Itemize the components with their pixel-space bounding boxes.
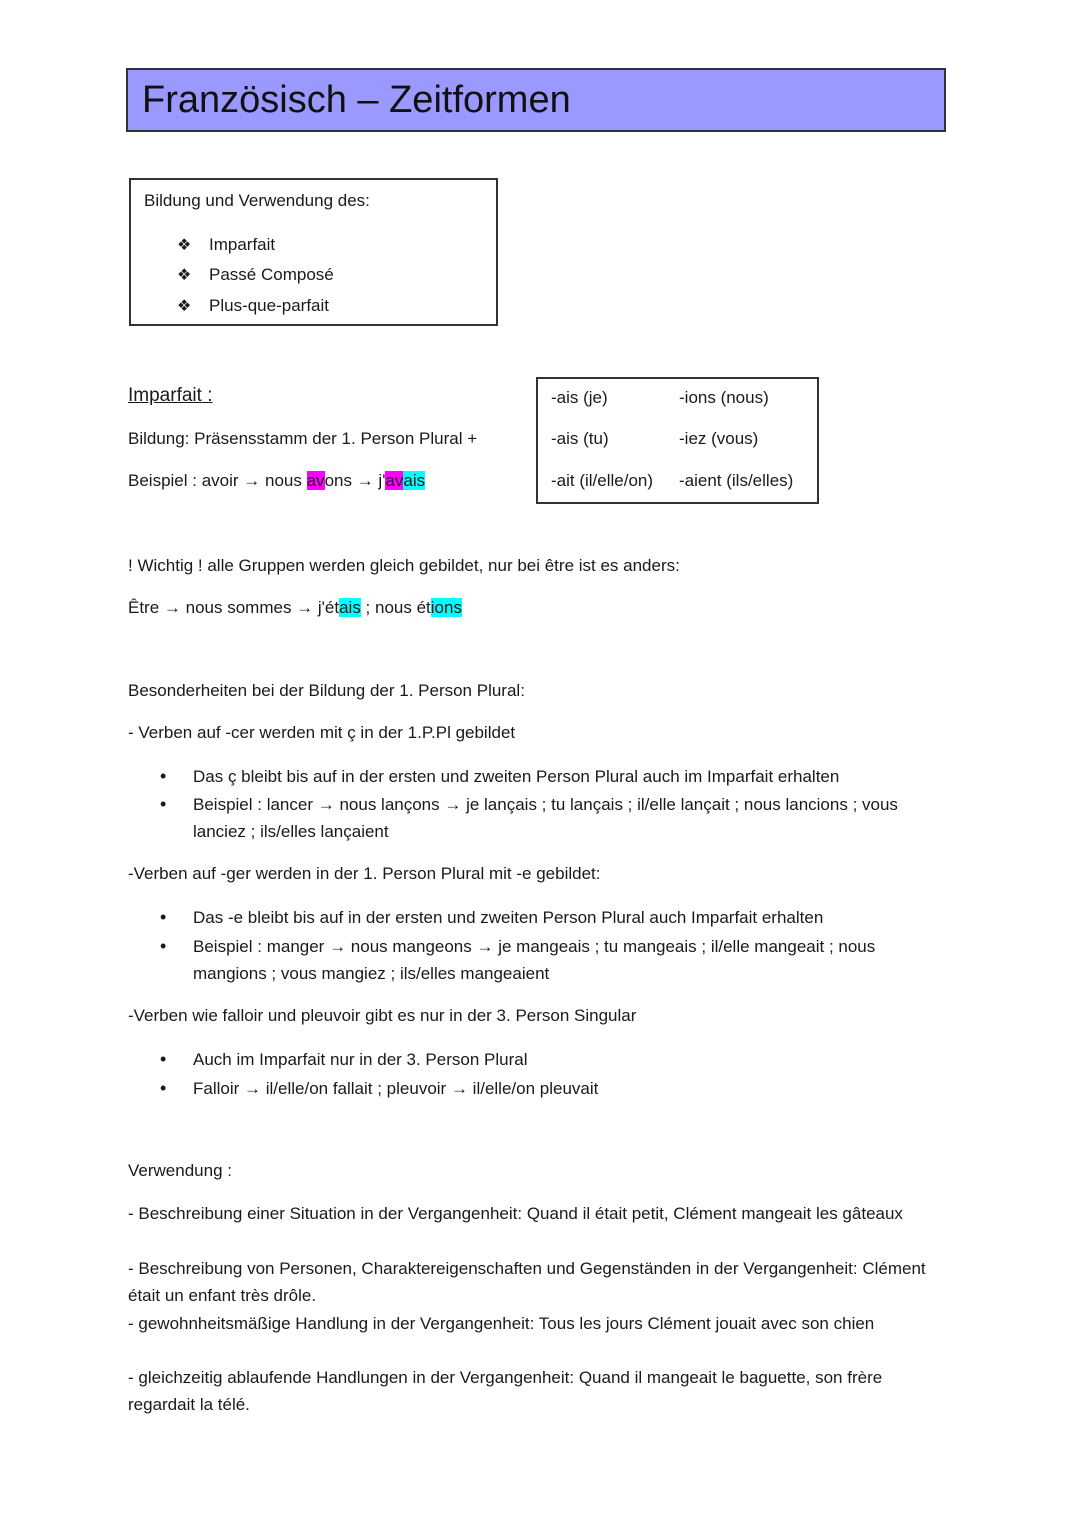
stem-highlight: av (306, 471, 325, 490)
endings-table (536, 377, 819, 504)
diamond-bullet-icon: ❖ (177, 237, 192, 254)
imparfait-bildung: Bildung: Präsensstamm der 1. Person Plural + (128, 429, 478, 448)
toc-box (129, 178, 498, 326)
bullet-icon: • (160, 1078, 167, 1098)
ending-cell: -iez (vous) (679, 429, 759, 448)
verwendung-item: - Beschreibung von Personen, Charaktereigenschaften und Gegenständen in der Vergangenheit: Clément était un enfant très drôle. (128, 1259, 926, 1305)
wichtig-note: ! Wichtig ! alle Gruppen werden gleich gebildet, nur bei être ist es anders: (128, 556, 680, 575)
title-banner (126, 68, 946, 132)
list-item-text: Beispiel : lancer → nous lançons → je lançais ; tu lançais ; il/elle lançait ; nous lancions ; vous lanciez ; ils/elles lançaient (193, 795, 898, 841)
ending-highlight: ais (339, 598, 361, 617)
diamond-bullet-icon: ❖ (177, 298, 192, 315)
list-item-text: Das -e bleibt bis auf in der ersten und zweiten Person Plural auch Imparfait erhalten (193, 908, 824, 927)
falloir-rule: -Verben wie falloir und pleuvoir gibt es nur in der 3. Person Singular (128, 1006, 637, 1025)
ending-cell: -ions (nous) (679, 388, 769, 407)
bullet-icon: • (160, 907, 167, 927)
list-item-text: Das ç bleibt bis auf in der ersten und zweiten Person Plural auch im Imparfait erhalten (193, 767, 840, 786)
verwendung-item: - Beschreibung einer Situation in der Vergangenheit: Quand il était petit, Clément mangeait les gâteaux (128, 1204, 903, 1223)
bullet-icon: • (160, 1049, 167, 1069)
ending-highlight: ais (403, 471, 426, 490)
etre-example: Être → nous sommes → j'étais ; nous étions (128, 598, 462, 617)
list-item-text: Beispiel : manger → nous mangeons → je mangeais ; tu mangeais ; il/elle mangeait ; nous mangions ; vous mangiez ; ils/elles mangeaient (193, 937, 876, 983)
bullet-icon: • (160, 794, 167, 814)
imparfait-beispiel: Beispiel : avoir → nous avons → j'avais (128, 471, 426, 490)
toc-item-label: Passé Composé (209, 265, 334, 284)
list-item-text: Falloir → il/elle/on fallait ; pleuvoir → il/elle/on pleuvait (193, 1079, 599, 1098)
verwendung-item: - gewohnheitsmäßige Handlung in der Vergangenheit: Tous les jours Clément jouait avec son chien (128, 1314, 875, 1333)
ending-cell: -aient (ils/elles) (679, 471, 794, 490)
toc-item (177, 296, 329, 316)
stem-highlight: av (385, 471, 404, 490)
list-item-text: Auch im Imparfait nur in der 3. Person Plural (193, 1050, 528, 1069)
bullet-icon: • (160, 766, 167, 786)
ending-cell: -ais (tu) (551, 429, 609, 448)
ending-cell: -ais (je) (551, 388, 608, 407)
bullet-icon: • (160, 936, 167, 956)
verwendung-heading: Verwendung : (128, 1161, 232, 1180)
toc-item-label: Imparfait (209, 235, 276, 254)
toc-item (177, 265, 334, 285)
imparfait-heading: Imparfait : (128, 385, 213, 406)
ger-rule: -Verben auf -ger werden in der 1. Person Plural mit -e gebildet: (128, 864, 601, 883)
page-title: Französisch – Zeitformen (142, 79, 571, 121)
toc-item (177, 235, 275, 255)
toc-item-label: Plus-que-parfait (209, 296, 330, 315)
besonderheiten-heading: Besonderheiten bei der Bildung der 1. Person Plural: (128, 681, 525, 700)
verwendung-item: - gleichzeitig ablaufende Handlungen in der Vergangenheit: Quand il mangeait le baguette, son frère regardait la télé. (128, 1368, 883, 1414)
toc-heading: Bildung und Verwendung des: (144, 191, 370, 210)
diamond-bullet-icon: ❖ (177, 267, 192, 284)
ending-cell: -ait (il/elle/on) (551, 471, 654, 490)
cer-rule: - Verben auf -cer werden mit ç in der 1.P.Pl gebildet (128, 723, 516, 742)
ending-highlight: ions (430, 598, 462, 617)
